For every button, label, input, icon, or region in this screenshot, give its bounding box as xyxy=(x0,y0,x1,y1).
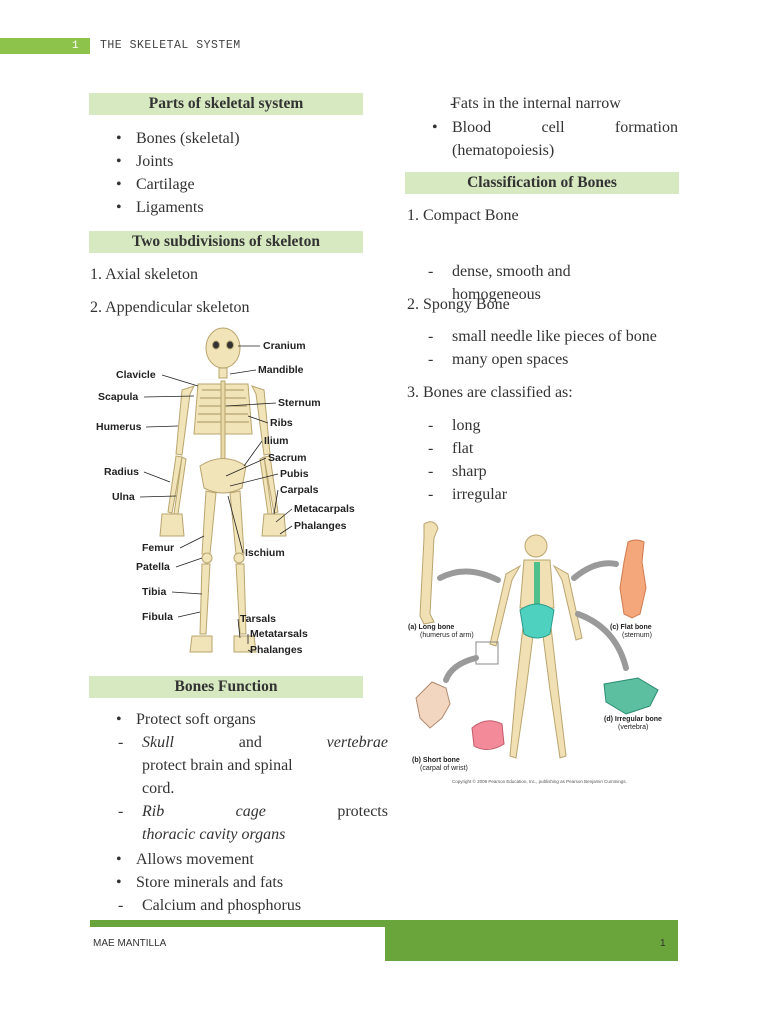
parts-list xyxy=(116,127,366,219)
label-tarsals: Tarsals xyxy=(240,613,276,625)
cell-word: cell xyxy=(541,119,565,136)
fats-text: Fats in the internal narrow xyxy=(452,95,621,112)
type-flat: - flat xyxy=(406,437,606,460)
label-femur: Femur xyxy=(142,542,175,554)
label-fibula: Fibula xyxy=(142,611,173,623)
footer-bar xyxy=(385,920,678,961)
type-long: - long xyxy=(406,414,606,437)
long-bone-sub: (humerus of arm) xyxy=(420,632,474,639)
label-sacrum: Sacrum xyxy=(268,452,307,464)
compact-desc-2: homogeneous xyxy=(452,286,541,303)
function-list xyxy=(116,708,388,917)
flat-bone-title: (c) Flat bone xyxy=(610,624,652,631)
spongy-desc-1: - small needle like pieces of bone xyxy=(406,325,686,348)
bone-types xyxy=(406,414,606,506)
compact-desc-1: - dense, smooth and xyxy=(452,263,571,280)
label-cranium: Cranium xyxy=(263,340,306,352)
label-humerus: Humerus xyxy=(96,421,142,433)
list-item: • Cartilage xyxy=(116,173,366,196)
footer-author: MAE MANTILLA xyxy=(93,938,167,949)
label-phalanges-hand: Phalanges xyxy=(294,520,347,532)
rib-line2: thoracic cavity organs xyxy=(142,826,286,843)
irregular-bone-sub: (vertebra) xyxy=(618,724,649,731)
skull-item xyxy=(96,731,388,800)
vertebrae-word: vertebrae xyxy=(326,734,388,751)
skull-word: - Skull xyxy=(142,734,174,751)
fats-item xyxy=(428,92,768,115)
short-bone-title: (b) Short bone xyxy=(412,757,460,764)
copyright-note: Copyright © 2009 Pearson Education, Inc., publishing as Pearson Benjamin Cummings. xyxy=(452,779,627,784)
type-sharp: - sharp xyxy=(406,460,606,483)
label-metatarsals: Metatarsals xyxy=(250,628,308,640)
list-item: • Joints xyxy=(116,150,366,173)
label-ilium: Ilium xyxy=(264,435,289,447)
subdivision-appendicular: 2. Appendicular skeleton xyxy=(90,299,250,316)
subdivision-axial: 1. Axial skeleton xyxy=(90,266,198,283)
subdivisions-heading: Two subdivisions of skeleton xyxy=(89,231,363,253)
label-sternum: Sternum xyxy=(278,397,321,409)
hematopoiesis: (hematopoiesis) xyxy=(452,142,555,159)
list-item: • Protect soft organs xyxy=(116,708,366,731)
skeleton-figure xyxy=(90,326,366,666)
label-scapula: Scapula xyxy=(98,391,139,403)
long-bone-title: (a) Long bone xyxy=(408,624,455,631)
skull-line2: protect brain and spinal xyxy=(142,757,293,774)
label-clavicle: Clavicle xyxy=(116,369,156,381)
label-pubis: Pubis xyxy=(280,468,309,480)
short-bone-sub: (carpal of wrist) xyxy=(420,765,468,772)
classified-as: 3. Bones are classified as: xyxy=(407,384,573,401)
bone-types-figure xyxy=(406,518,682,790)
footer-page: 1 xyxy=(660,938,666,949)
compact-bone: 1. Compact Bone xyxy=(407,207,519,224)
label-mandible: Mandible xyxy=(258,364,304,376)
spongy-desc-2: - many open spaces xyxy=(406,348,686,371)
list-item: • Allows movement xyxy=(116,848,366,871)
label-phalanges-foot: Phalanges xyxy=(250,644,303,656)
label-ulna: Ulna xyxy=(112,491,135,503)
label-tibia: Tibia xyxy=(142,586,167,598)
header-title: THE SKELETAL SYSTEM xyxy=(100,39,241,52)
list-item: • Bones (skeletal) xyxy=(116,127,366,150)
rib-item xyxy=(96,800,388,846)
blood-item xyxy=(432,116,678,162)
rib-word: - Rib xyxy=(142,803,165,820)
label-ischium: Ischium xyxy=(245,547,285,559)
spongy-desc xyxy=(406,325,686,371)
label-metacarpals: Metacarpals xyxy=(294,503,355,515)
label-carpals: Carpals xyxy=(280,484,319,496)
parts-heading: Parts of skeletal system xyxy=(89,93,363,115)
label-ribs: Ribs xyxy=(270,417,293,429)
calcium-item: - Calcium and phosphorus xyxy=(96,894,366,917)
label-patella: Patella xyxy=(136,561,170,573)
list-item: • Store minerals and fats xyxy=(116,871,366,894)
spongy-bone: 2. Spongy Bone xyxy=(407,296,510,313)
protects-word: protects xyxy=(337,803,388,820)
function-heading: Bones Function xyxy=(89,676,363,698)
skull-line3: cord. xyxy=(142,780,175,797)
label-radius: Radius xyxy=(104,466,140,478)
cage-word: cage xyxy=(235,803,266,820)
irregular-bone-title: (d) Irregular bone xyxy=(604,716,662,723)
header-page-number: 1 xyxy=(72,40,79,52)
blood-word: • Blood xyxy=(452,119,492,136)
and-word: and xyxy=(238,734,262,751)
footer-line xyxy=(90,920,385,927)
list-item: • Ligaments xyxy=(116,196,366,219)
flat-bone-sub: (sternum) xyxy=(622,632,652,639)
type-irregular: - irregular xyxy=(406,483,606,506)
classification-heading: Classification of Bones xyxy=(405,172,679,194)
formation-word: formation xyxy=(614,119,678,136)
